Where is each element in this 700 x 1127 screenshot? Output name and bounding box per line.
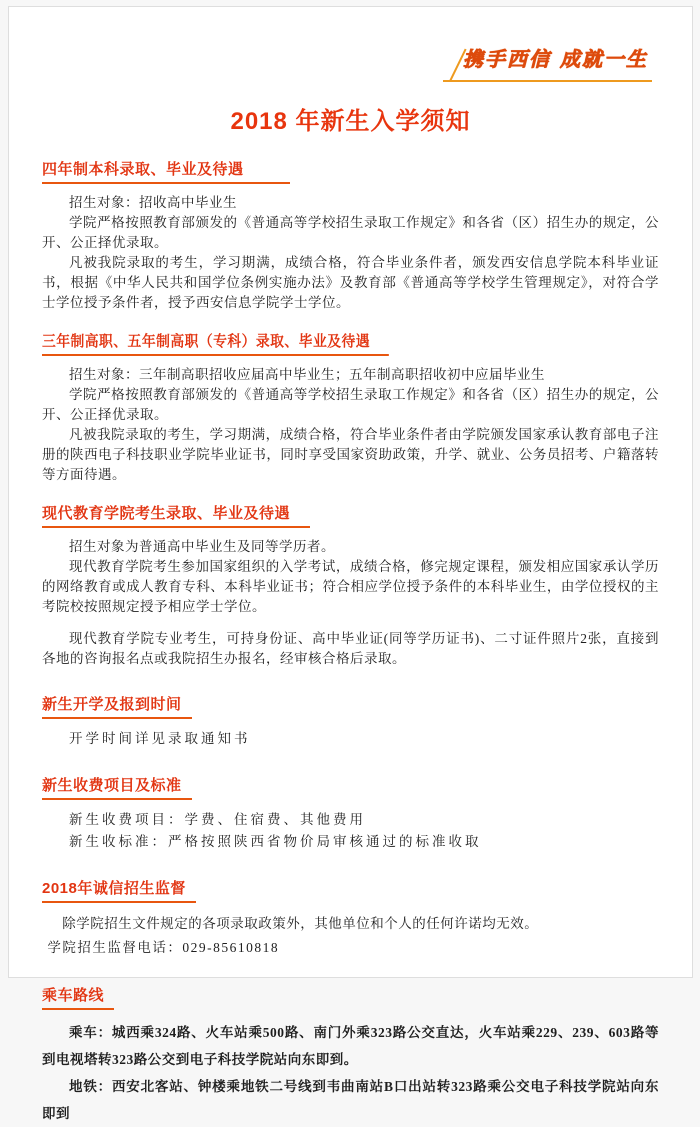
section-heading: 现代教育学院考生录取、毕业及待遇: [42, 502, 310, 528]
paragraph: 新生收标准：严格按照陕西省物价局审核通过的标准收取: [69, 834, 482, 849]
paragraph: 学院严格按照教育部颁发的《普通高等学校招生录取工作规定》和各省（区）招生办的规定，公开、公正择优录取。: [42, 215, 659, 250]
section-modern-education: [42, 502, 659, 669]
section-supervision: [42, 877, 659, 960]
paragraph: 现代教育学院专业考生，可持身份证、高中毕业证(同等学历证书)、二寸证件照片2张，直接到各地的咨询报名点或我院招生办报名，经审核合格后录取。: [42, 631, 659, 666]
section-heading: 2018年诚信招生监督: [42, 877, 196, 903]
paragraph: 现代教育学院考生参加国家组织的入学考试，成绩合格，修完规定课程，颁发相应国家承认学历的网络教育或成人教育专科、本科毕业证书；符合相应学位授予条件的本科毕业生，由学位授权的主考院校按照规定授予相应学士学位。: [42, 559, 659, 614]
section-bachelor-admission: [42, 158, 659, 313]
paragraph: 新生收费项目：学费、住宿费、其他费用: [69, 812, 366, 827]
paragraph: 招生对象：招收高中毕业生: [69, 195, 237, 210]
section-term-start: [42, 693, 659, 750]
paragraph: 开学时间详见录取通知书: [69, 731, 251, 746]
paragraph: 乘车：城西乘324路、火车站乘500路、南门外乘323路公交直达，火车站乘229、239、603路等到电视塔转323路公交到电子科技学院站向东即到。: [42, 1025, 659, 1067]
section-fees: [42, 774, 659, 853]
document-page: [8, 6, 693, 1121]
section-vocational-admission: [42, 330, 659, 485]
paragraph: 招生对象为普通高中毕业生及同等学历者。: [69, 539, 335, 554]
section-heading: 新生开学及报到时间: [42, 693, 192, 719]
slogan: [443, 41, 652, 82]
paragraph: 凡被我院录取的考生，学习期满，成绩合格，符合毕业条件者，颁发西安信息学院本科毕业证书，根据《中华人民共和国学位条例实施办法》及教育部《普通高等学校学生管理规定》，对符合学士学位授予条件者，授予西安信息学院学士学位。: [42, 255, 659, 310]
paragraph: 地铁：西安北客站、钟楼乘地铁二号线到韦曲南站B口出站转323路乘公交电子科技学院站向东即到: [42, 1079, 659, 1121]
slogan-text: 携手西信 成就一生: [463, 47, 648, 71]
paragraph: 招生对象：三年制高职招收应届高中毕业生；五年制高职招收初中应届毕业生: [69, 367, 545, 382]
page-title: 2018 年新生入学须知: [230, 108, 471, 135]
section-transport: [42, 984, 659, 1127]
section-heading: 新生收费项目及标准: [42, 774, 192, 800]
paragraph: 除学院招生文件规定的各项录取政策外，其他单位和个人的任何许诺均无效。: [62, 916, 539, 931]
paragraph: 学院招生监督电话：029-85610818: [47, 940, 280, 955]
paragraph: 学院严格按照教育部颁发的《普通高等学校招生录取工作规定》和各省（区）招生办的规定，公开、公正择优录取。: [42, 387, 659, 422]
paragraph: 凡被我院录取的考生，学习期满，成绩合格，符合毕业条件者由学院颁发国家承认教育部电子注册的陕西电子科技职业学院毕业证书，同时享受国家资助政策，升学、就业、公务员招考、户籍落转等方面待遇。: [42, 427, 659, 482]
section-heading: 乘车路线: [42, 984, 114, 1010]
section-heading: 四年制本科录取、毕业及待遇: [42, 158, 290, 184]
section-heading: 三年制高职、五年制高职（专科）录取、毕业及待遇: [42, 330, 388, 356]
